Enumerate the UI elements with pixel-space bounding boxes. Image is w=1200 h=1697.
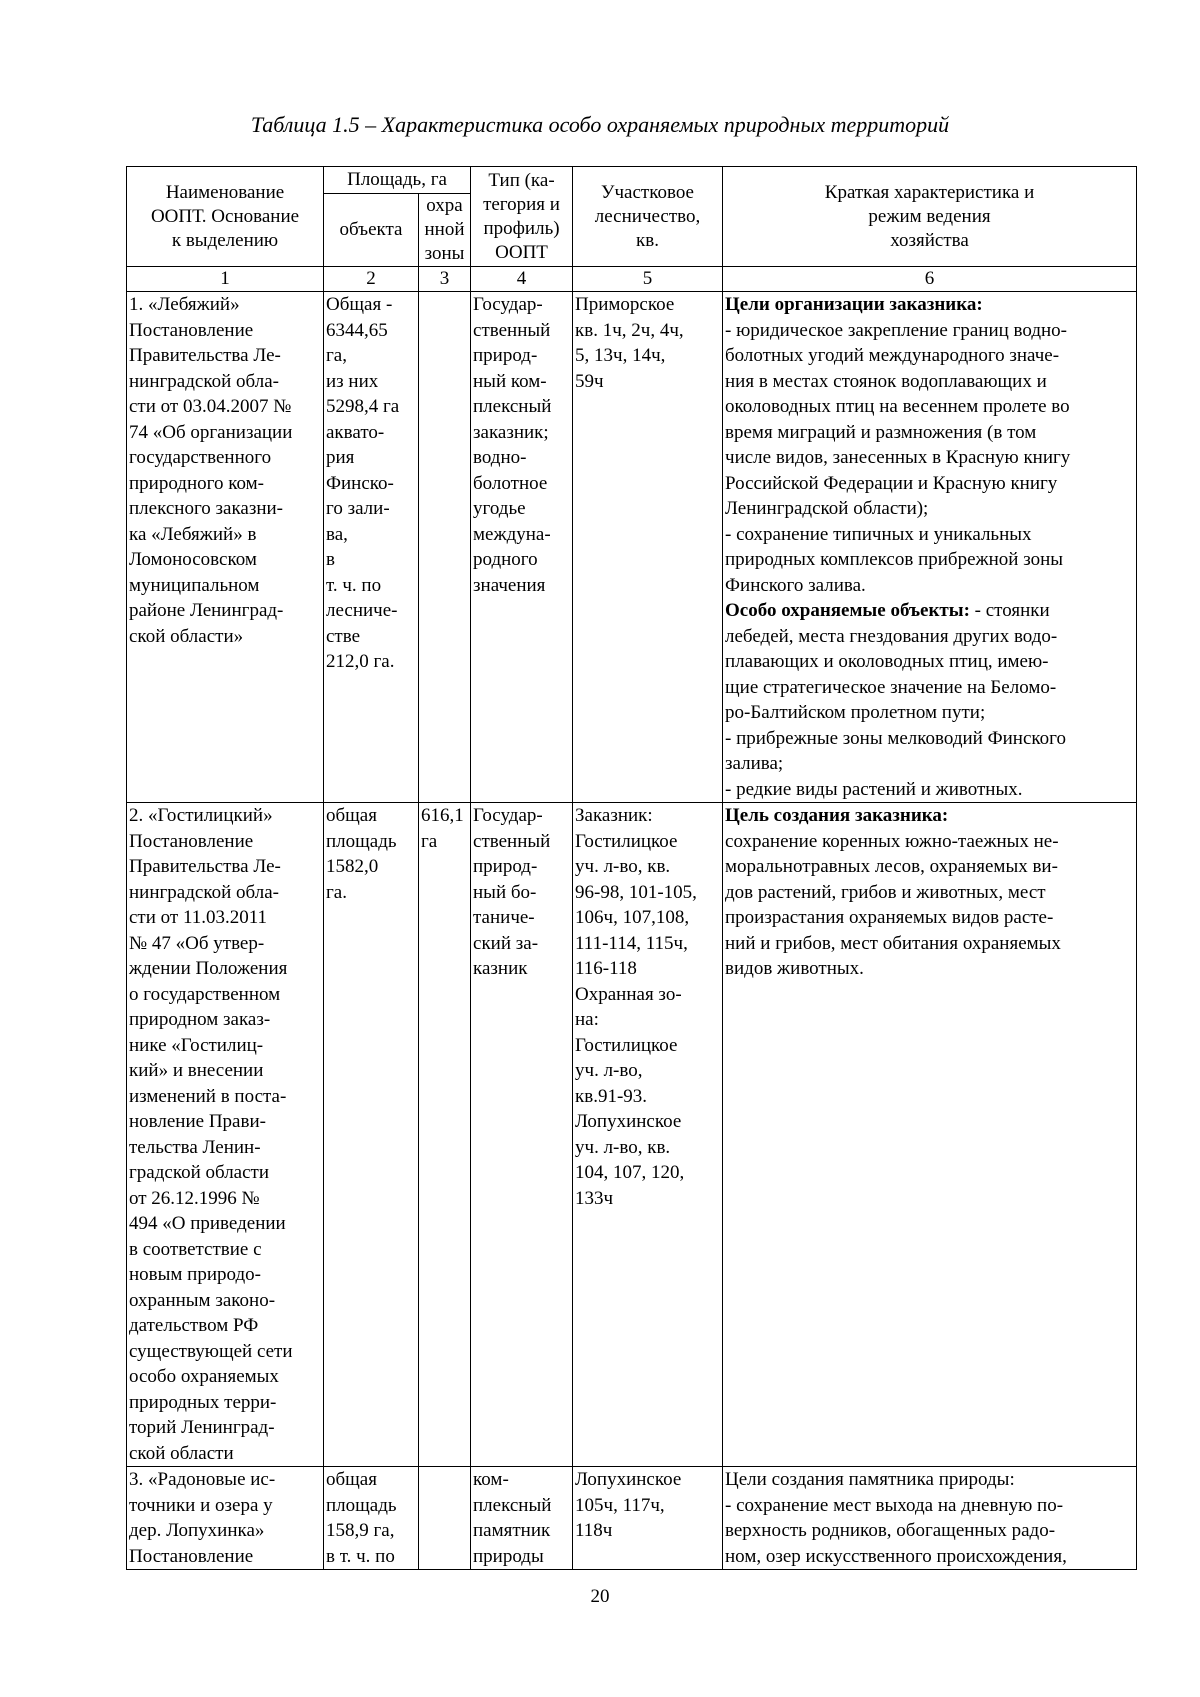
cell-line: Правительства Ле- <box>129 856 281 877</box>
cell-line: га, <box>326 345 347 366</box>
cell-line: кв.91-93. <box>575 1085 648 1107</box>
col-number: 5 <box>573 267 723 292</box>
table-row <box>127 292 1137 803</box>
cell-line: 3. «Радоновые ис- <box>129 1469 276 1490</box>
line-text: болотных угодий международного значе- <box>725 345 1060 366</box>
cell-line <box>725 751 1134 777</box>
cell-line <box>725 292 1134 318</box>
cell-line: га. <box>326 881 347 903</box>
cell-line: нике «Гостилиц- <box>129 1034 264 1056</box>
cell-line <box>725 1544 1134 1570</box>
line-text: сохранение коренных южно-таежных не- <box>725 830 1059 852</box>
cell-line: природ- <box>473 856 538 877</box>
cell-line <box>725 318 1134 344</box>
cell-line: ком- <box>473 1469 509 1490</box>
cell-line: 6344,65 <box>326 319 388 341</box>
cell-line: ский за- <box>473 932 539 954</box>
cell-line: в <box>326 549 335 570</box>
cell-line: 5298,4 га <box>326 396 400 417</box>
cell-line: Приморское <box>575 294 675 315</box>
cell-line: особо охраняемых <box>129 1366 279 1387</box>
header-forestry: Участковое лесничество, кв. <box>573 167 723 267</box>
cell-line <box>725 905 1134 931</box>
cell-line: ственный <box>473 830 551 852</box>
cell-line <box>725 522 1134 548</box>
line-text: - прибрежные зоны мелководий Финского <box>725 727 1066 749</box>
col-number: 1 <box>127 267 324 292</box>
cell-line: муниципальном <box>129 574 260 596</box>
name-cell <box>127 292 324 803</box>
line-text: - сохранение мест выхода на дневную по- <box>725 1494 1064 1516</box>
cell-line: Государ- <box>473 805 543 826</box>
line-text: Цели создания памятника природы: <box>725 1469 1015 1490</box>
cell-line <box>725 598 1134 624</box>
cell-line <box>725 420 1134 446</box>
cell-line: болотное <box>473 472 548 494</box>
cell-line: стве <box>326 625 361 647</box>
forestry-cell <box>573 292 723 803</box>
cell-line <box>725 880 1134 906</box>
cell-line: существующей сети <box>129 1340 293 1362</box>
cell-line: 111-114, 115ч, <box>575 932 688 954</box>
header-area-zone: охра нной зоны <box>419 194 471 267</box>
area-cell <box>324 292 419 803</box>
line-tail: - стоянки <box>969 600 1050 621</box>
cell-line: природы <box>473 1545 544 1567</box>
type-cell <box>471 1467 573 1570</box>
cell-line: таниче- <box>473 907 535 928</box>
line-text: ном, озер искусственного происхождения, <box>725 1545 1067 1567</box>
cell-line: ный бо- <box>473 881 537 903</box>
col-number: 2 <box>324 267 419 292</box>
header-area-object: объекта <box>324 194 419 267</box>
description-cell <box>723 292 1137 803</box>
line-text: видов животных. <box>725 958 864 979</box>
cell-line: районе Ленинград- <box>129 600 284 621</box>
cell-line <box>725 369 1134 395</box>
line-text: Финского залива. <box>725 574 866 596</box>
cell-line: Ломоносовском <box>129 549 257 570</box>
cell-line: № 47 «Об утвер- <box>129 932 265 954</box>
line-text: ния в местах стоянок водоплавающих и <box>725 370 1047 392</box>
cell-line: в соответствие с <box>129 1238 262 1260</box>
cell-line <box>725 700 1134 726</box>
cell-line: Лопухинское <box>575 1469 682 1490</box>
cell-line: плексного заказни- <box>129 498 283 519</box>
bold-heading: Цели организации заказника: <box>725 294 983 315</box>
cell-line: сти от 11.03.2011 <box>129 907 268 928</box>
cell-line: уч. л-во, кв. <box>575 856 671 877</box>
line-text: ний и грибов, мест обитания охраняемых <box>725 932 1061 954</box>
cell-line: 74 «Об организации <box>129 421 293 443</box>
cell-line: заказник; <box>473 421 549 443</box>
cell-line: охранным законо- <box>129 1289 276 1311</box>
cell-line: 494 «О приведении <box>129 1213 286 1234</box>
cell-line <box>725 624 1134 650</box>
cell-line: 106ч, 107,108, <box>575 907 690 928</box>
cell-line: новым природо- <box>129 1264 261 1285</box>
line-text: ро-Балтийском пролетном пути; <box>725 702 986 723</box>
cell-line: плексный <box>473 396 552 417</box>
cell-line: 616,1 <box>421 805 464 826</box>
cell-line: ской области» <box>129 625 244 647</box>
line-text: Ленинградской области); <box>725 498 929 519</box>
cell-line <box>725 854 1134 880</box>
cell-line: ской области <box>129 1442 234 1464</box>
cell-line: уч. л-во, кв. <box>575 1136 671 1158</box>
cell-line: ва, <box>326 523 348 545</box>
description-cell <box>723 803 1137 1467</box>
type-cell <box>471 292 573 803</box>
cell-line: 118ч <box>575 1520 613 1541</box>
cell-line: Постановление <box>129 319 254 341</box>
cell-line: аквато- <box>326 421 385 443</box>
cell-line: кий» и внесении <box>129 1060 264 1081</box>
cell-line <box>725 445 1134 471</box>
cell-line: о государственном <box>129 983 281 1005</box>
description-cell <box>723 1467 1137 1570</box>
cell-line: нинградской обла- <box>129 881 279 903</box>
line-text: моральнотравных лесов, охраняемых ви- <box>725 856 1058 877</box>
cell-line: от 26.12.1996 № <box>129 1187 260 1209</box>
col-number: 3 <box>419 267 471 292</box>
cell-line: точники и озера у <box>129 1494 273 1516</box>
cell-line: 96-98, 101-105, <box>575 881 697 903</box>
cell-line: ждении Положения <box>129 958 288 979</box>
cell-line: лесниче- <box>326 600 398 621</box>
cell-line: ный ком- <box>473 370 547 392</box>
cell-line: Гостилицкое <box>575 1034 678 1056</box>
cell-line: 158,9 га, <box>326 1520 395 1541</box>
cell-line: градской области <box>129 1162 270 1183</box>
forestry-cell <box>573 803 723 1467</box>
cell-line: памятник <box>473 1520 551 1541</box>
cell-line: 1582,0 <box>326 856 379 877</box>
cell-line: изменений в поста- <box>129 1085 287 1107</box>
cell-line: 2. «Гостилицкий» <box>129 805 273 826</box>
cell-line <box>725 343 1134 369</box>
cell-line: Лопухинское <box>575 1111 682 1132</box>
cell-line <box>725 726 1134 752</box>
cell-line: ка «Лебяжий» в <box>129 523 257 545</box>
line-text: дов растений, грибов и животных, мест <box>725 881 1046 903</box>
line-text: Российской Федерации и Красную книгу <box>725 472 1058 494</box>
cell-line: 133ч <box>575 1187 614 1209</box>
cell-line: общая <box>326 1469 377 1490</box>
cell-line: торий Ленинград- <box>129 1417 275 1438</box>
zone-cell <box>419 292 471 803</box>
name-cell <box>127 803 324 1467</box>
cell-line <box>725 675 1134 701</box>
forestry-cell <box>573 1467 723 1570</box>
protected-areas-table <box>126 166 1137 1570</box>
cell-line: Заказник: <box>575 805 653 826</box>
cell-line: междуна- <box>473 523 551 545</box>
cell-line: 116-118 <box>575 958 637 979</box>
line-text: околоводных птиц на весеннем пролете во <box>725 396 1070 417</box>
header-area: Площадь, га <box>324 167 471 194</box>
cell-line <box>725 803 1134 829</box>
cell-line: водно- <box>473 447 527 468</box>
cell-line <box>725 1493 1134 1519</box>
line-text: - редкие виды растений и животных. <box>725 778 1023 800</box>
cell-line: рия <box>326 447 355 468</box>
bold-heading: Особо охраняемые объекты: <box>725 600 970 621</box>
zone-cell <box>419 803 471 1467</box>
cell-line: ственный <box>473 319 551 341</box>
cell-line: 5, 13ч, 14ч, <box>575 345 666 366</box>
cell-line: 104, 107, 120, <box>575 1162 685 1183</box>
cell-line: из них <box>326 370 379 392</box>
cell-line <box>725 649 1134 675</box>
line-text: - юридическое закрепление границ водно- <box>725 319 1068 341</box>
cell-line: новление Прави- <box>129 1111 266 1132</box>
line-text: - сохранение типичных и уникальных <box>725 523 1032 545</box>
cell-line: родного <box>473 549 538 570</box>
table-caption: Таблица 1.5 – Характеристика особо охраняемых природных территорий <box>250 112 950 137</box>
cell-line: сти от 03.04.2007 № <box>129 396 292 417</box>
line-text: произрастания охраняемых видов расте- <box>725 907 1054 928</box>
cell-line: т. ч. по <box>326 574 382 596</box>
cell-line: казник <box>473 958 528 979</box>
cell-line: Общая - <box>326 294 393 315</box>
cell-line: природных терри- <box>129 1391 277 1413</box>
line-text: природных комплексов прибрежной зоны <box>725 549 1064 570</box>
cell-line: Постановление <box>129 830 254 852</box>
name-cell <box>127 1467 324 1570</box>
cell-line: дательством РФ <box>129 1315 259 1336</box>
cell-line <box>725 547 1134 573</box>
area-cell <box>324 1467 419 1570</box>
cell-line: природ- <box>473 345 538 366</box>
cell-line: 212,0 га. <box>326 651 395 672</box>
table-row <box>127 803 1137 1467</box>
header-type: Тип (ка- тегория и профиль) ООПТ <box>471 167 573 267</box>
cell-line: Гостилицкое <box>575 830 678 852</box>
line-text: лебедей, места гнездования других водо- <box>725 625 1058 647</box>
cell-line <box>725 1518 1134 1544</box>
line-text: залива; <box>725 753 784 774</box>
cell-line: природном заказ- <box>129 1009 271 1030</box>
bold-heading: Цель создания заказника: <box>725 805 949 826</box>
type-cell <box>471 803 573 1467</box>
cell-line: Государ- <box>473 294 543 315</box>
cell-line: кв. 1ч, 2ч, 4ч, <box>575 319 684 341</box>
cell-line: уч. л-во, <box>575 1060 643 1081</box>
cell-line <box>725 496 1134 522</box>
cell-line <box>725 471 1134 497</box>
cell-line: площадь <box>326 830 397 852</box>
cell-line: государственного <box>129 447 272 468</box>
cell-line: значения <box>473 574 546 596</box>
header-name: Наименование ООПТ. Основание к выделению <box>127 167 324 267</box>
cell-line: го зали- <box>326 498 390 519</box>
cell-line: на: <box>575 1009 599 1030</box>
zone-cell <box>419 1467 471 1570</box>
header-description: Краткая характеристика и режим ведения хозяйства <box>723 167 1137 267</box>
cell-line: 59ч <box>575 370 604 392</box>
cell-line <box>725 956 1134 982</box>
page-number: 20 <box>590 1586 610 1607</box>
column-number-row <box>127 267 1137 292</box>
cell-line: 1. «Лебяжий» <box>129 294 240 315</box>
cell-line: Финско- <box>326 472 394 494</box>
line-text: плавающих и околоводных птиц, имею- <box>725 651 1049 672</box>
cell-line: Правительства Ле- <box>129 345 281 366</box>
col-number: 6 <box>723 267 1137 292</box>
cell-line <box>725 777 1134 803</box>
cell-line <box>725 573 1134 599</box>
cell-line: угодье <box>473 498 526 519</box>
cell-line: плексный <box>473 1494 552 1516</box>
line-text: щие стратегическое значение на Беломо- <box>725 676 1057 698</box>
cell-line: 105ч, 117ч, <box>575 1494 665 1516</box>
col-number: 4 <box>471 267 573 292</box>
cell-line: площадь <box>326 1494 397 1516</box>
cell-line <box>725 829 1134 855</box>
cell-line <box>725 931 1134 957</box>
line-text: время миграций и размножения (в том <box>725 421 1037 443</box>
cell-line: дер. Лопухинка» <box>129 1520 265 1541</box>
cell-line: нинградской обла- <box>129 370 279 392</box>
cell-line: га <box>421 830 438 852</box>
cell-line: Охранная зо- <box>575 983 682 1005</box>
cell-line: в т. ч. по <box>326 1545 395 1567</box>
line-text: числе видов, занесенных в Красную книгу <box>725 447 1071 468</box>
cell-line: природного ком- <box>129 472 264 494</box>
area-cell <box>324 803 419 1467</box>
line-text: верхность родников, обогащенных радо- <box>725 1520 1056 1541</box>
cell-line <box>725 1467 1134 1493</box>
cell-line: общая <box>326 805 377 826</box>
cell-line <box>725 394 1134 420</box>
cell-line: тельства Ленин- <box>129 1136 261 1158</box>
table-row <box>127 1467 1137 1570</box>
cell-line: Постановление <box>129 1545 254 1567</box>
